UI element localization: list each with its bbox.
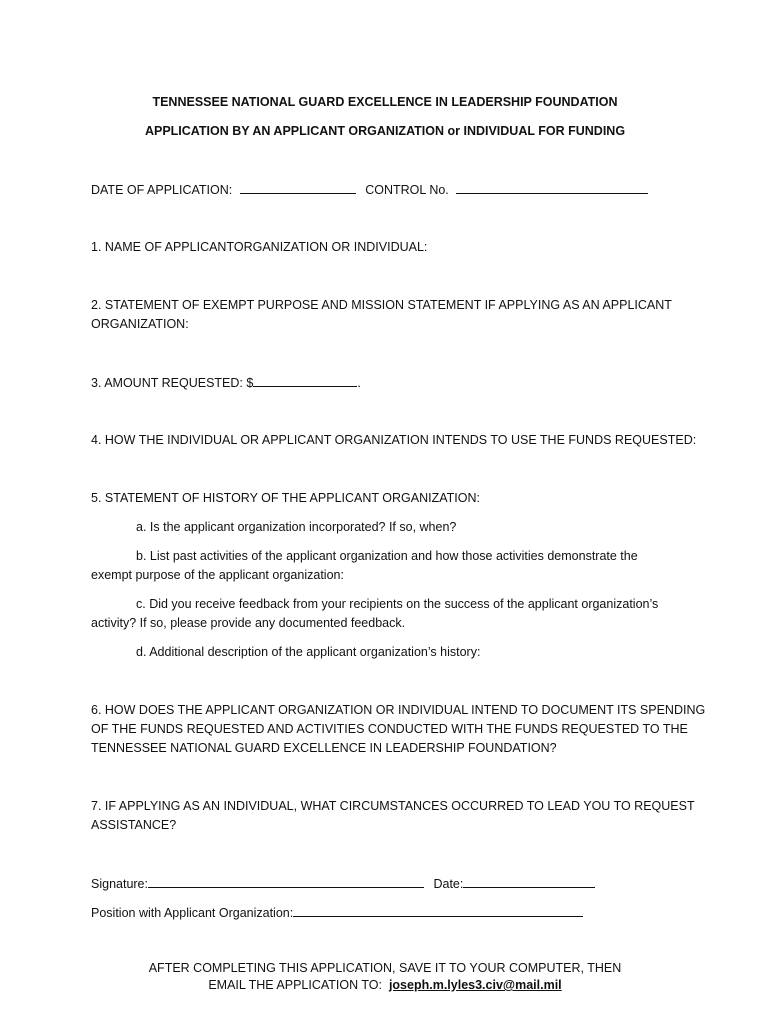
question-7-line-2: ASSISTANCE? [91, 818, 177, 832]
position-field[interactable] [293, 904, 583, 917]
signature-label: Signature: [91, 877, 148, 891]
question-5d: d. Additional description of the applicant organization’s history: [136, 645, 481, 659]
question-6-line-3: TENNESSEE NATIONAL GUARD EXCELLENCE IN LEADERSHIP FOUNDATION? [91, 741, 557, 755]
signature-row [91, 875, 595, 892]
form-title: TENNESSEE NATIONAL GUARD EXCELLENCE IN LEADERSHIP FOUNDATION [152, 95, 618, 109]
signature-date-label: Date: [433, 877, 464, 891]
amount-requested-suffix: . [357, 376, 361, 390]
question-6-line-1: 6. HOW DOES THE APPLICANT ORGANIZATION OR INDIVIDUAL INTEND TO DOCUMENT ITS SPENDING [91, 703, 706, 717]
footer-instruction-line-1: AFTER COMPLETING THIS APPLICATION, SAVE IT TO YOUR COMPUTER, THEN [148, 961, 622, 975]
contact-email-link[interactable]: joseph.m.lyles3.civ@mail.mil [388, 978, 562, 992]
form-subtitle: APPLICATION BY AN APPLICANT ORGANIZATION or INDIVIDUAL FOR FUNDING [144, 124, 626, 138]
signature-date-field[interactable] [463, 875, 595, 888]
question-5c-line-2: activity? If so, please provide any documented feedback. [91, 616, 406, 630]
question-4: 4. HOW THE INDIVIDUAL OR APPLICANT ORGANIZATION INTENDS TO USE THE FUNDS REQUESTED: [91, 433, 697, 447]
date-control-row [91, 181, 648, 198]
amount-requested-label: 3. AMOUNT REQUESTED: $ [91, 376, 254, 390]
signature-field[interactable] [148, 875, 424, 888]
position-label: Position with Applicant Organization: [91, 906, 294, 920]
question-3-row [91, 374, 361, 391]
question-5a: a. Is the applicant organization incorporated? If so, when? [136, 520, 457, 534]
question-5b-line-1: b. List past activities of the applicant organization and how those activities demonstrate the [136, 549, 638, 563]
question-2-line-2: ORGANIZATION: [91, 317, 189, 331]
question-5: 5. STATEMENT OF HISTORY OF THE APPLICANT ORGANIZATION: [91, 491, 480, 505]
question-2-line-1: 2. STATEMENT OF EXEMPT PURPOSE AND MISSION STATEMENT IF APPLYING AS AN APPLICANT [91, 298, 672, 312]
question-7-line-1: 7. IF APPLYING AS AN INDIVIDUAL, WHAT CIRCUMSTANCES OCCURRED TO LEAD YOU TO REQUEST [91, 799, 695, 813]
amount-requested-field[interactable] [253, 374, 357, 387]
question-6-line-2: OF THE FUNDS REQUESTED AND ACTIVITIES CONDUCTED WITH THE FUNDS REQUESTED TO THE [91, 722, 688, 736]
date-of-application-label: DATE OF APPLICATION: [91, 183, 233, 197]
footer-email-prefix: EMAIL THE APPLICATION TO: [208, 978, 389, 992]
control-no-label: CONTROL No. [365, 183, 449, 197]
footer-instruction-line-2 [0, 977, 770, 993]
question-5b-line-2: exempt purpose of the applicant organization: [91, 568, 344, 582]
position-row [91, 904, 583, 921]
control-no-field[interactable] [456, 181, 648, 194]
date-of-application-field[interactable] [240, 181, 356, 194]
question-5c-line-1: c. Did you receive feedback from your recipients on the success of the applicant organization’s [136, 597, 659, 611]
question-1: 1. NAME OF APPLICANTORGANIZATION OR INDIVIDUAL: [91, 240, 428, 254]
